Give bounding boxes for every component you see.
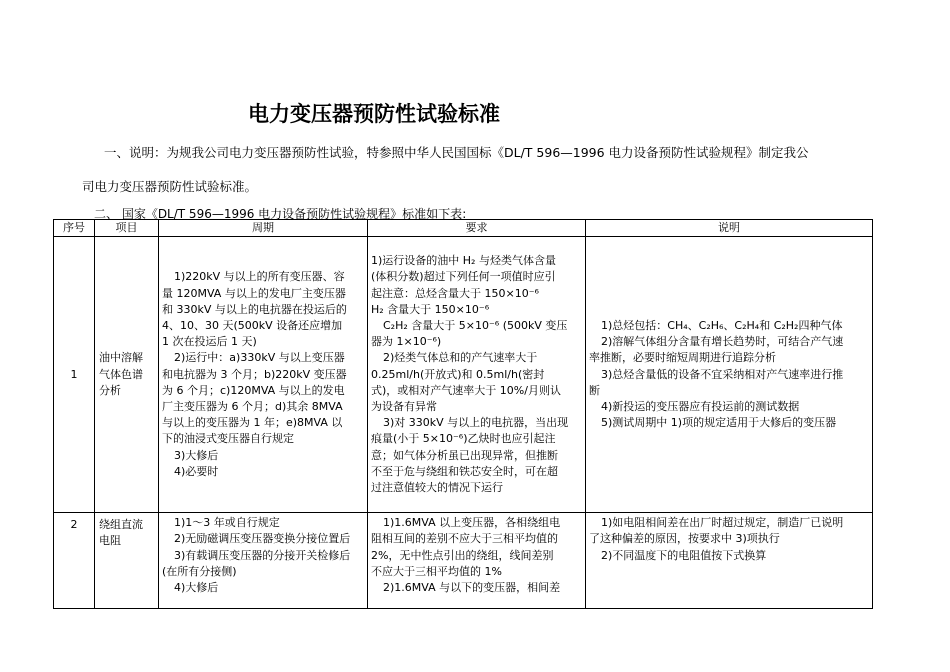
- header-seq: 序号: [54, 220, 95, 237]
- item-line: 气体色谱: [99, 367, 143, 381]
- requirement-line: 器为 1×10⁻⁶): [371, 335, 442, 349]
- requirement-line: 痕量(小于 5×10⁻⁶)乙炔时也应引起注: [371, 432, 556, 446]
- requirement-line: H₂ 含量大于 150×10⁻⁶: [371, 302, 490, 316]
- requirement-line: 2)1.6MVA 与以下的变压器，相间差: [383, 581, 561, 595]
- requirement-line: 3)对 330kV 与以上的电抗器，当出现: [383, 416, 569, 430]
- requirement-line: C₂H₂ 含量大于 5×10⁻⁶ (500kV 变压: [383, 318, 568, 332]
- item-line: 油中溶解: [99, 351, 143, 365]
- period-line: 1 次在投运后 1 天): [162, 335, 257, 349]
- note-line: 3)总烃含量低的设备不宜采纳相对产气速率进行推: [601, 367, 844, 381]
- note-line: 5)测试周期中 1)项的规定适用于大修后的变压器: [601, 416, 837, 430]
- period-line: 4、10、30 天(500kV 设备还应增加: [162, 318, 343, 332]
- requirement-line: (体积分数)超过下列任何一项值时应引: [371, 270, 556, 284]
- item-line: 绕组直流: [99, 518, 143, 532]
- header-note: 说明: [586, 220, 873, 237]
- row-requirement: [368, 237, 586, 513]
- requirement-line: 不至于危与绕组和铁芯安全时，可在超: [371, 464, 558, 478]
- row-requirement: [368, 513, 586, 609]
- row-note: [586, 237, 873, 513]
- requirement-line: 2)烃类气体总和的产气速率大于: [383, 351, 538, 365]
- period-line: 与以上的变压器为 1 年；e)8MVA 以: [162, 416, 343, 430]
- table-caption: 二、 国家《DL/T 596—1996 电力设备预防性试验规程》标准如下表:: [94, 207, 467, 221]
- period-line: 3)有载调压变压器的分接开关检修后: [174, 548, 351, 562]
- note-line: 1)如电阻相间差在出厂时超过规定，制造厂已说明: [601, 516, 844, 530]
- period-line: 为 6 个月；c)120MVA 与以上的发电: [162, 383, 345, 397]
- requirement-line: 意；如气体分析虽已出现异常，但推断: [371, 448, 558, 462]
- period-line: 3)大修后: [174, 448, 219, 462]
- requirement-line: 过注意值较大的情况下运行: [371, 481, 503, 495]
- period-line: 下的油浸式变压器自行规定: [162, 432, 294, 446]
- period-line: 4)大修后: [174, 581, 219, 595]
- note-line: 1)总烃包括：CH₄、C₂H₆、C₂H₄和 C₂H₂四种气体: [601, 318, 843, 332]
- row-item: [95, 513, 159, 609]
- requirement-line: 1)1.6MVA 以上变压器，各相绕组电: [383, 516, 561, 530]
- header-requirement: 要求: [368, 220, 586, 237]
- intro-paragraph-line-2: 司电力变压器预防性试验标准。: [82, 179, 258, 194]
- requirement-line: 为设备有异常: [371, 400, 437, 413]
- note-line: 断: [589, 383, 600, 397]
- table-row: [54, 513, 873, 609]
- item-line: 电阻: [99, 534, 121, 548]
- requirement-line: 不应大于三相平均值的 1%: [371, 564, 502, 578]
- period-line: 量 120MVA 与以上的发电厂主变压器: [162, 286, 346, 300]
- requirement-line: 起注意：总烃含量大于 150×10⁻⁶: [371, 286, 539, 300]
- requirement-line: 1)运行设备的油中 H₂ 与烃类气体含量: [371, 254, 556, 268]
- standards-table: [53, 219, 873, 609]
- document-title: 电力变压器预防性试验标准: [248, 102, 500, 126]
- note-line: 4)新投运的变压器应有投运前的测试数据: [601, 400, 800, 413]
- period-line: 1)1～3 年或自行规定: [174, 516, 280, 530]
- row-seq: 2: [54, 513, 95, 609]
- header-period: 周期: [159, 220, 368, 237]
- period-line: 4)必要时: [174, 464, 219, 478]
- requirement-line: 阻相互间的差别不应大于三相平均值的: [371, 532, 558, 546]
- table-row: [54, 237, 873, 513]
- row-item: [95, 237, 159, 513]
- note-line: 率推断，必要时缩短周期进行追踪分析: [589, 351, 776, 365]
- requirement-line: 0.25ml/h(开放式)和 0.5ml/h(密封: [371, 367, 545, 381]
- header-item: 项目: [95, 220, 159, 237]
- requirement-line: 式)，或相对产气速率大于 10%/月则认: [371, 383, 561, 397]
- row-seq: 1: [54, 237, 95, 513]
- note-line: 2)溶解气体组分含量有增长趋势时，可结合产气速: [601, 335, 844, 349]
- period-line: 2)无励磁调压变压器变换分接位置后: [174, 532, 351, 546]
- period-line: 和 330kV 与以上的电抗器在投运后的: [162, 302, 347, 316]
- row-note: [586, 513, 873, 609]
- period-line: 1)220kV 与以上的所有变压器、容: [174, 270, 345, 284]
- period-line: (在所有分接侧): [162, 564, 237, 578]
- period-line: 厂主变压器为 6 个月；d)其余 8MVA: [162, 400, 343, 413]
- note-line: 2)不同温度下的电阻值按下式换算: [601, 548, 767, 562]
- note-line: 了这种偏差的原因，按要求中 3)项执行: [589, 532, 780, 546]
- requirement-line: 2%，无中性点引出的绕组，线间差别: [371, 548, 554, 562]
- row-period: [159, 237, 368, 513]
- table-header-row: [54, 220, 873, 237]
- period-line: 2)运行中：a)330kV 与以上变压器: [174, 351, 345, 365]
- intro-paragraph-line-1: 一、说明：为规我公司电力变压器预防性试验，特参照中华人民国国标《DL/T 596—1996 电力设备预防性试验规程》制定我公: [104, 145, 809, 160]
- item-line: 分析: [99, 383, 121, 397]
- row-period: [159, 513, 368, 609]
- period-line: 和电抗器为 3 个月；b)220kV 变压器: [162, 367, 347, 381]
